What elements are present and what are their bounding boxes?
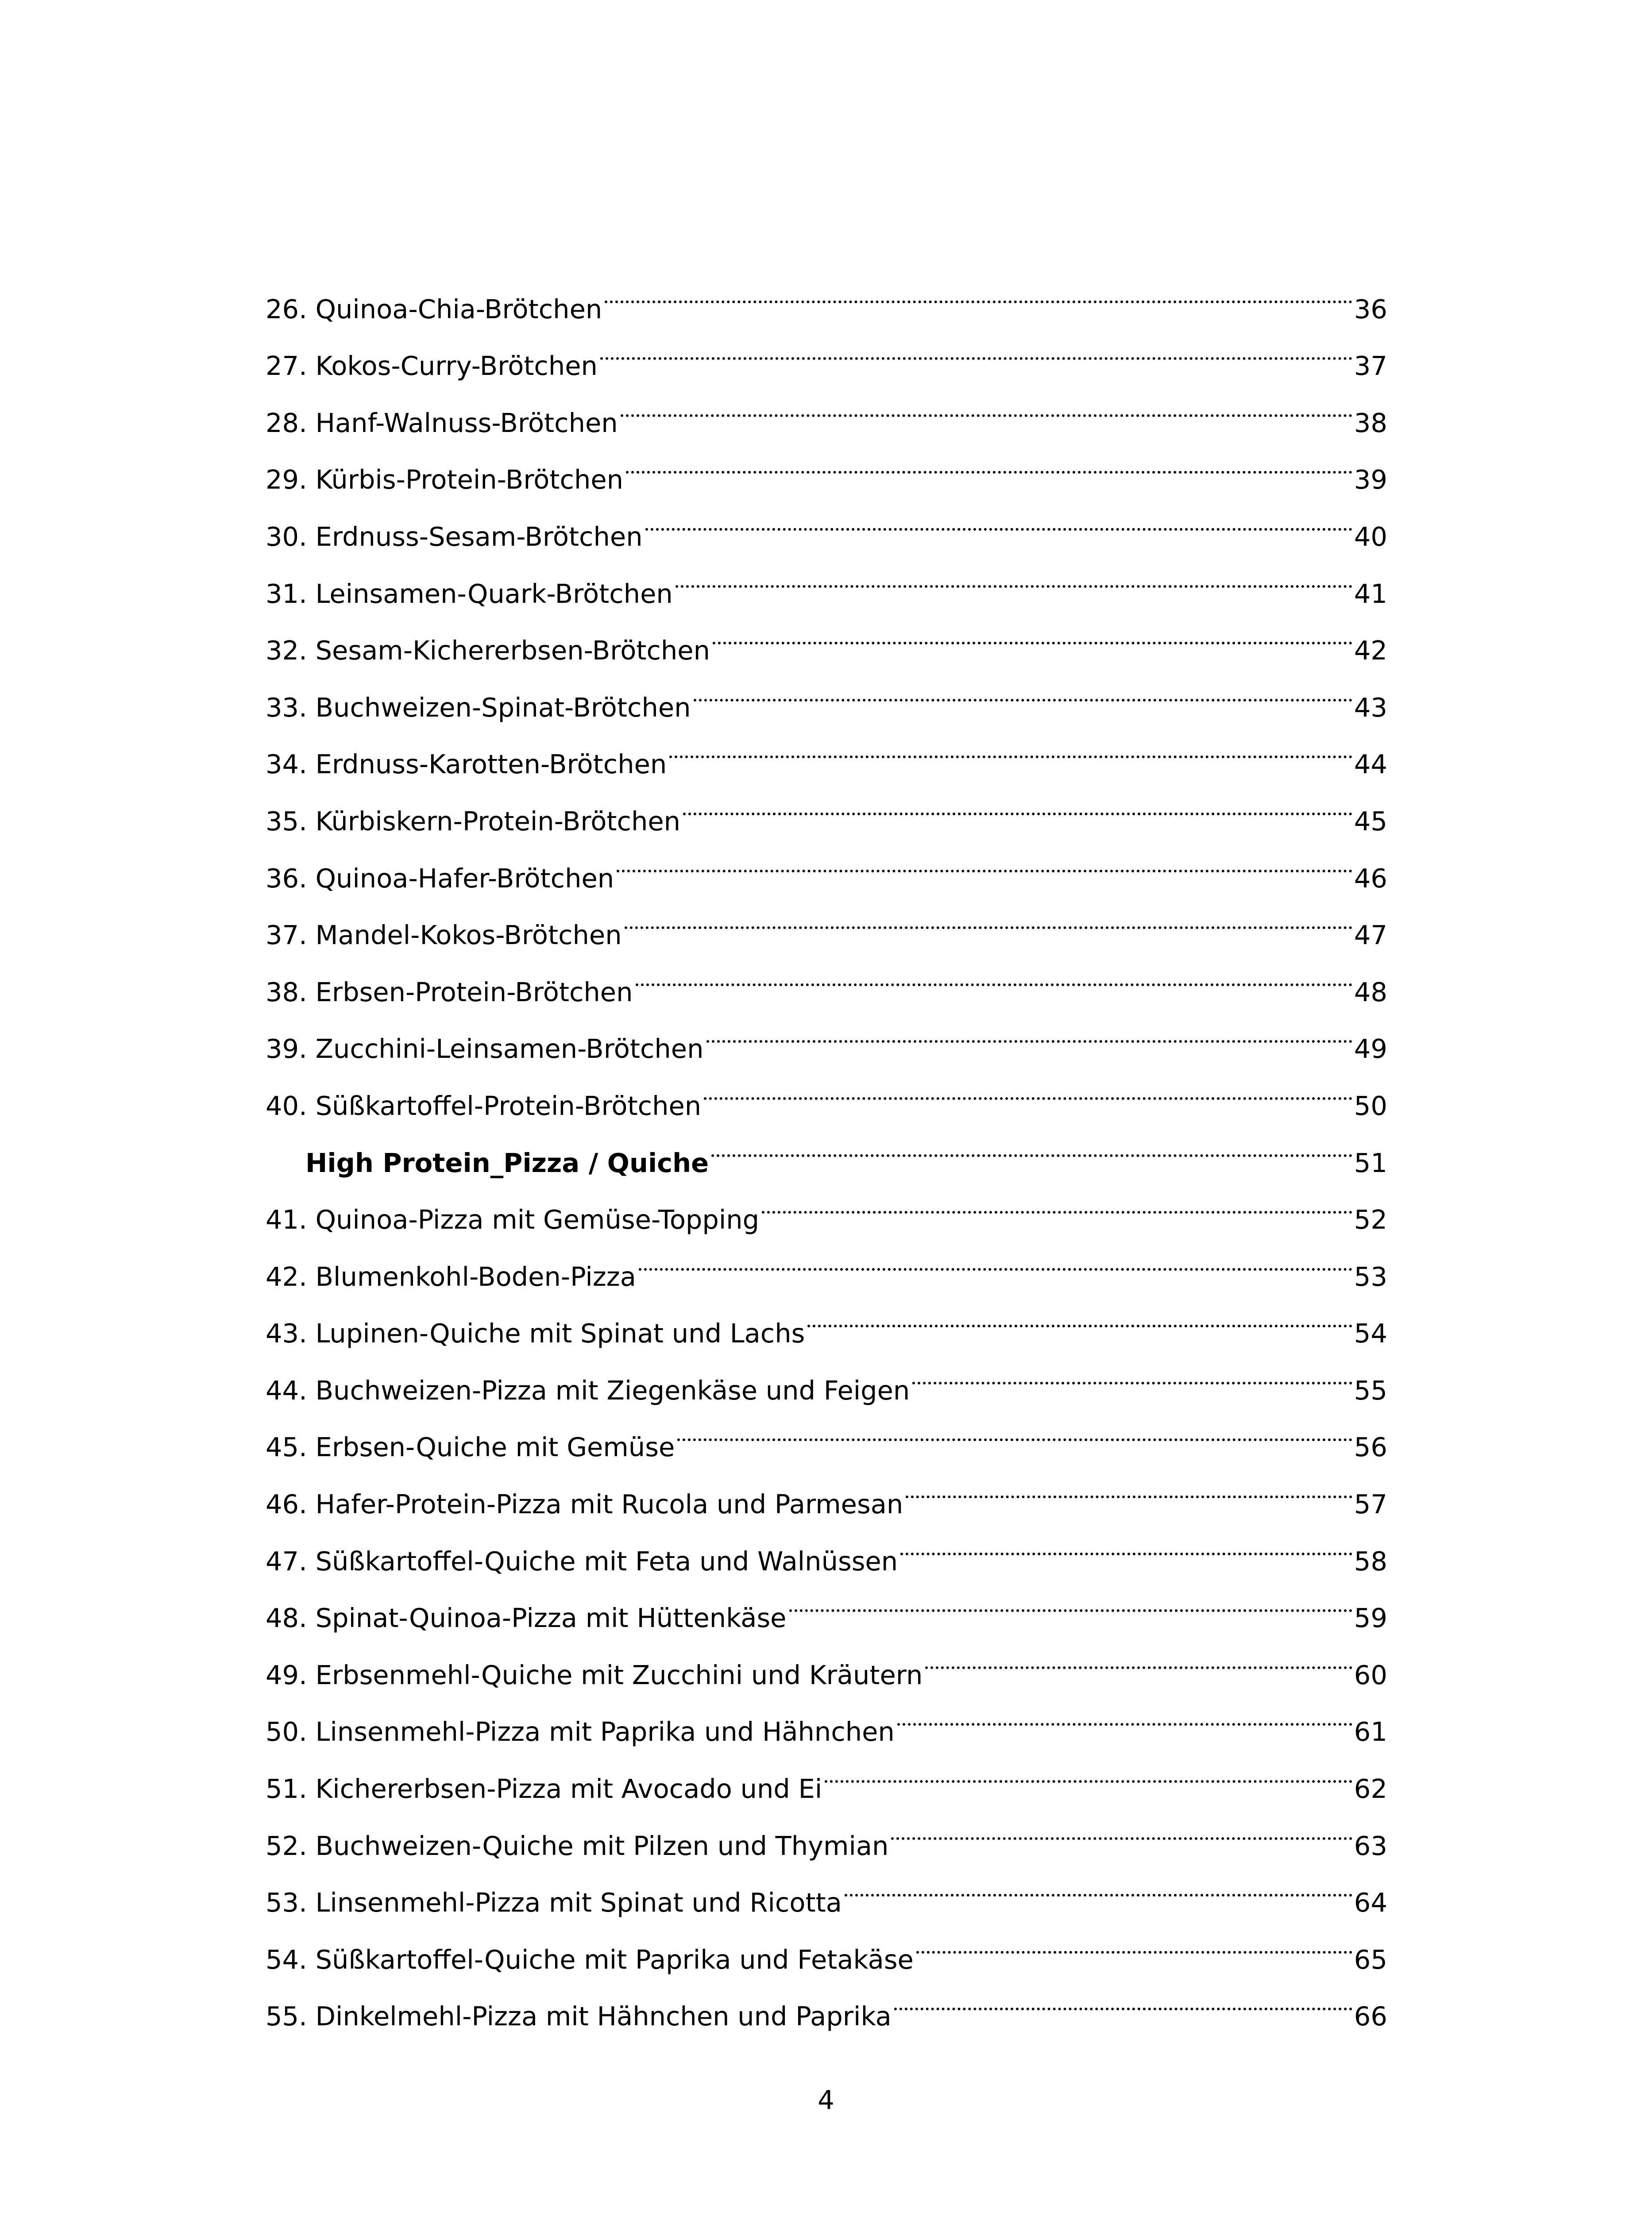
dot-leader [916, 1912, 1352, 1969]
dot-leader [669, 717, 1352, 774]
toc-entry-title: 48. Spinat-Quinoa-Pizza mit Hüttenkäse [266, 1603, 787, 1634]
toc-entry-page: 51 [1354, 1147, 1387, 1178]
dot-leader [807, 1286, 1352, 1343]
toc-entry-title: 32. Sesam-Kichererbsen-Brötchen [266, 635, 710, 666]
dot-leader [713, 603, 1352, 660]
toc-entry[interactable] [266, 261, 1387, 324]
toc-entry-page: 37 [1354, 351, 1387, 382]
toc-entry-title: 45. Erbsen-Quiche mit Gemüse [266, 1432, 675, 1463]
toc-entry-page: 40 [1354, 521, 1387, 552]
dot-leader [825, 1741, 1352, 1798]
toc-entry-title: 38. Erbsen-Protein-Brötchen [266, 976, 633, 1007]
dot-leader [600, 318, 1352, 375]
dot-leader [845, 1855, 1352, 1912]
toc-entry-title: 33. Buchweizen-Spinat-Brötchen [266, 692, 691, 723]
dot-leader [625, 887, 1352, 945]
dot-leader [636, 944, 1352, 1001]
dot-leader [897, 1684, 1352, 1741]
toc-entry-page: 54 [1354, 1318, 1387, 1349]
toc-entry-title: 41. Quinoa-Pizza mit Gemüse-Topping [266, 1204, 760, 1235]
dot-leader [677, 1400, 1352, 1457]
toc-entry-title: 52. Buchweizen-Quiche mit Pilzen und Thymian [266, 1830, 889, 1861]
toc-entry-page: 55 [1354, 1375, 1387, 1406]
toc-entry-title: 50. Linsenmehl-Pizza mit Paprika und Hähnchen [266, 1716, 895, 1747]
toc-entry-page: 45 [1354, 806, 1387, 837]
dot-leader [683, 773, 1352, 830]
dot-leader [789, 1570, 1352, 1627]
toc-entry-page: 58 [1354, 1546, 1387, 1577]
toc-entry-title: 30. Erdnuss-Sesam-Brötchen [266, 521, 643, 552]
dot-leader [706, 1001, 1352, 1058]
toc-entry-page: 56 [1354, 1432, 1387, 1463]
toc-entry-page: 52 [1354, 1204, 1387, 1235]
toc-entry-title: 26. Quinoa-Chia-Brötchen [266, 293, 602, 324]
toc-entry-title: 37. Mandel-Kokos-Brötchen [266, 920, 622, 951]
toc-entry-page: 50 [1354, 1090, 1387, 1121]
dot-leader [925, 1627, 1352, 1684]
dot-leader [912, 1342, 1352, 1400]
dot-leader [894, 1969, 1352, 2026]
toc-section-title: High Protein_Pizza / Quiche [305, 1147, 709, 1178]
toc-entry-title: 27. Kokos-Curry-Brötchen [266, 351, 598, 382]
toc-entry-page: 65 [1354, 1944, 1387, 1975]
toc-entry-page: 59 [1354, 1603, 1387, 1634]
dot-leader [762, 1172, 1352, 1229]
toc-entry-page: 63 [1354, 1830, 1387, 1861]
toc-entry-page: 60 [1354, 1659, 1387, 1690]
toc-entry-page: 38 [1354, 407, 1387, 438]
toc-entry-title: 46. Hafer-Protein-Pizza mit Rucola und Parmesan [266, 1489, 903, 1520]
dot-leader [605, 261, 1352, 318]
toc-entry-page: 64 [1354, 1887, 1387, 1918]
dot-leader [645, 489, 1352, 546]
toc-entry-title: 53. Linsenmehl-Pizza mit Spinat und Ricotta [266, 1887, 842, 1918]
toc-entry-page: 49 [1354, 1033, 1387, 1064]
dot-leader [639, 1229, 1352, 1286]
toc-entry-page: 42 [1354, 635, 1387, 666]
dot-leader [711, 1115, 1352, 1172]
toc-entry-title: 28. Hanf-Walnuss-Brötchen [266, 407, 618, 438]
toc-entry-title: 44. Buchweizen-Pizza mit Ziegenkäse und Feigen [266, 1375, 910, 1406]
toc-entry-page: 46 [1354, 863, 1387, 894]
dot-leader [900, 1513, 1352, 1570]
toc-entry-page: 41 [1354, 578, 1387, 609]
toc-entry-page: 53 [1354, 1261, 1387, 1292]
toc-entry-title: 42. Blumenkohl-Boden-Pizza [266, 1261, 636, 1292]
page-number: 4 [818, 2085, 834, 2115]
dot-leader [626, 432, 1352, 489]
toc-entry-page: 48 [1354, 976, 1387, 1007]
toc-entry-title: 55. Dinkelmehl-Pizza mit Hähnchen und Paprika [266, 2001, 892, 2032]
toc-entry-title: 49. Erbsenmehl-Quiche mit Zucchini und Kräutern [266, 1659, 923, 1690]
dot-leader [617, 830, 1352, 887]
toc-entry-title: 31. Leinsamen-Quark-Brötchen [266, 578, 673, 609]
dot-leader [704, 1058, 1352, 1115]
toc-entry-page: 44 [1354, 749, 1387, 780]
toc-entry-title: 54. Süßkartoffel-Quiche mit Paprika und Fetakäse [266, 1944, 914, 1975]
dot-leader [694, 659, 1352, 717]
toc-entry-title: 40. Süßkartoffel-Protein-Brötchen [266, 1090, 702, 1121]
toc-entry-page: 43 [1354, 692, 1387, 723]
toc-entry-title: 35. Kürbiskern-Protein-Brötchen [266, 806, 681, 837]
toc-entry-title: 36. Quinoa-Hafer-Brötchen [266, 863, 614, 894]
toc-entry-title: 47. Süßkartoffel-Quiche mit Feta und Walnüssen [266, 1546, 898, 1577]
dot-leader [906, 1456, 1352, 1513]
toc-entry-title: 51. Kichererbsen-Pizza mit Avocado und Ei [266, 1773, 822, 1804]
toc-entry-page: 39 [1354, 464, 1387, 495]
toc-entry-title: 39. Zucchini-Leinsamen-Brötchen [266, 1033, 704, 1064]
toc-entry-page: 47 [1354, 920, 1387, 951]
table-of-contents [266, 261, 1387, 2032]
toc-entry-page: 36 [1354, 293, 1387, 324]
toc-entry-title: 34. Erdnuss-Karotten-Brötchen [266, 749, 667, 780]
toc-entry-title: 29. Kürbis-Protein-Brötchen [266, 464, 624, 495]
toc-entry-title: 43. Lupinen-Quiche mit Spinat und Lachs [266, 1318, 805, 1349]
toc-entry-page: 57 [1354, 1489, 1387, 1520]
toc-entry-page: 66 [1354, 2001, 1387, 2032]
dot-leader [675, 546, 1352, 603]
toc-entry-page: 61 [1354, 1716, 1387, 1747]
toc-entry-page: 62 [1354, 1773, 1387, 1804]
dot-leader [891, 1798, 1352, 1855]
dot-leader [621, 375, 1352, 432]
